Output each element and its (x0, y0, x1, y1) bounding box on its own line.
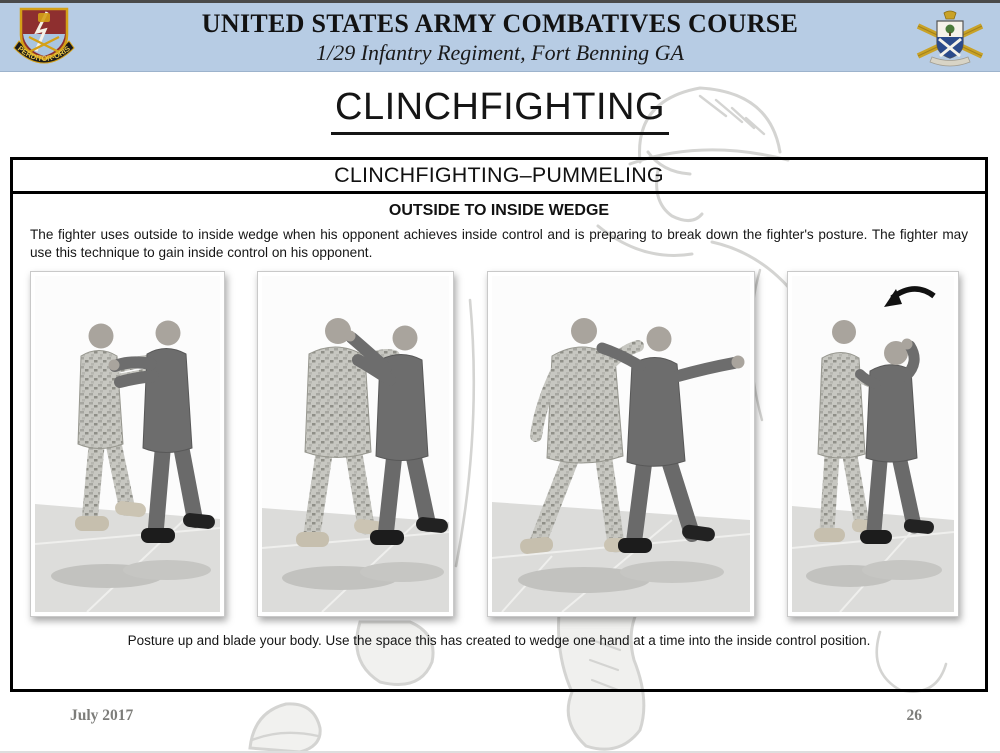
combatives-unit-crest-icon (8, 6, 80, 72)
section-band-title: CLINCHFIGHTING–PUMMELING (13, 160, 985, 194)
infantry-regiment-crest-icon (910, 10, 990, 72)
technique-title: OUTSIDE TO INSIDE WEDGE (388, 202, 610, 219)
technique-photo-3 (487, 271, 755, 617)
course-title: UNITED STATES ARMY COMBATIVES COURSE (201, 9, 799, 38)
page-title-row (0, 86, 1000, 135)
technique-box (10, 157, 988, 692)
technique-description: The fighter uses outside to inside wedge when his opponent achieves inside control and is preparing to break down the fighter's posture. The fighter may use this technique to gain inside control on his opponent. (30, 227, 968, 260)
photo-row (30, 271, 959, 617)
footer-page-number: 26 (906, 707, 922, 724)
technique-photo-1 (30, 271, 225, 617)
page-header (0, 0, 1000, 72)
technique-caption: Posture up and blade your body. Use the space this has created to wedge one hand at a time into the inside control position. (127, 633, 871, 648)
motion-arrow-icon (884, 289, 934, 307)
page-title: CLINCHFIGHTING (331, 86, 669, 135)
regiment-subtitle: 1/29 Infantry Regiment, Fort Benning GA (316, 40, 684, 65)
technique-photo-4 (787, 271, 959, 617)
crest-motto: PERDITOR-ORIS (16, 43, 72, 64)
footer-date: July 2017 (70, 707, 134, 724)
technique-photo-2 (257, 271, 454, 617)
